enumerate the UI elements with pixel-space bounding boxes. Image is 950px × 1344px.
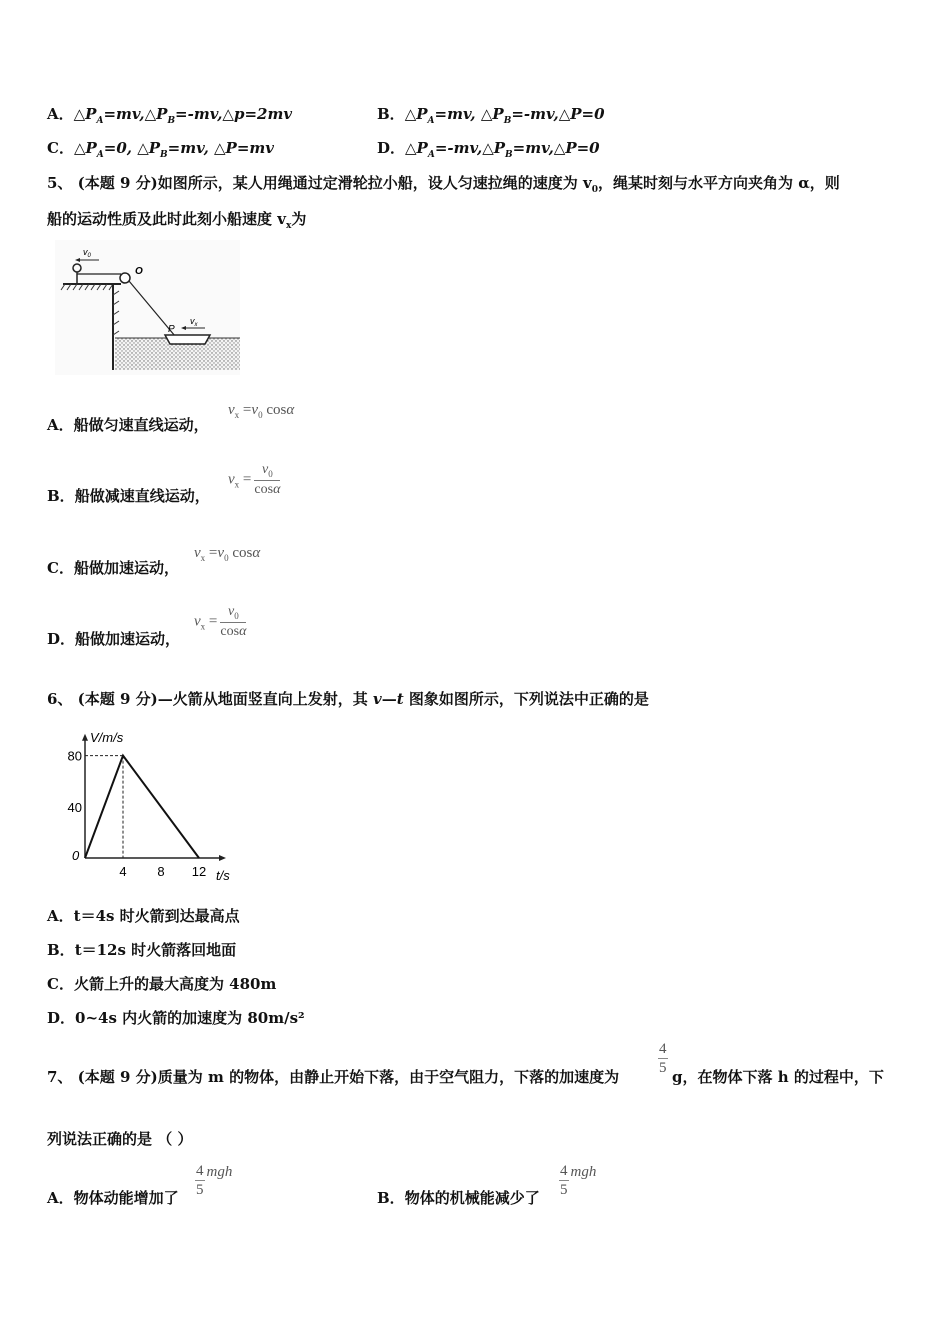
q5-option-b-formula: $v_x$ = $\frac{v_0}{\cos\alpha}$ xyxy=(228,462,281,497)
q6-option-a: A．t＝4s 时火箭到达最高点 xyxy=(47,907,240,925)
q7-option-b: B．物体的机械能减少了 xyxy=(377,1189,540,1207)
velocity-time-chart xyxy=(55,722,240,887)
x-axis-arrow xyxy=(219,855,226,861)
x-tick-label: 8 xyxy=(157,864,165,879)
q5-option-c-formula: $v_x =v_0$ cosα xyxy=(194,545,261,563)
q4-option-c xyxy=(47,137,274,160)
option-text: $\triangle P_A=mv$, $\triangle P_B=-mv,\triangle P=0$ xyxy=(404,105,605,126)
q6-option-b: B．t＝12s 时火箭落回地面 xyxy=(47,941,237,959)
q7-option-b-formula: $\frac{4}{5}$ mgh xyxy=(560,1163,597,1198)
q6-option-c: C．火箭上升的最大高度为 480m xyxy=(47,975,277,993)
question-header: (本题 9 分) xyxy=(77,1068,158,1086)
q7-stem-line1-end: g，在物体下落 h 的过程中，下 xyxy=(672,1068,884,1086)
q5-stem-line2: 船的运动性质及此时此刻小船速度 $v_x$为 xyxy=(47,210,307,231)
question-number: 7、 xyxy=(47,1068,73,1086)
y-tick-label: 80 xyxy=(67,748,82,764)
q5-option-d-formula: $v_x$ = $\frac{v_0}{\cos\alpha}$ xyxy=(194,604,247,639)
q4-option-b xyxy=(377,103,605,126)
option-label: A． xyxy=(47,105,74,123)
question-number: 6、 xyxy=(47,690,73,708)
option-text: $\triangle P_A=-mv,\triangle P_B=mv,\triangle P=0$ xyxy=(405,139,600,160)
option-label: D． xyxy=(377,139,406,157)
q5-option-b: B．船做减速直线运动， xyxy=(47,487,210,505)
vx-label: $v_x$ xyxy=(190,316,198,328)
q4-option-d xyxy=(377,137,600,160)
option-text: $\triangle P_A=0$, $\triangle P_B=mv$, △P=mv xyxy=(73,139,274,160)
question-header: (本题 9 分) xyxy=(77,690,158,708)
q6-option-d: D．0~4s 内火箭的加速度为 80m/s² xyxy=(47,1009,305,1027)
o-label: O xyxy=(135,266,143,277)
question-number: 5、 xyxy=(47,174,73,192)
question-header: (本题 9 分) xyxy=(77,174,158,192)
q5-option-c: C．船做加速运动， xyxy=(47,559,179,577)
x-axis-label: t/s xyxy=(216,868,230,883)
q4-option-a xyxy=(47,103,292,126)
x-tick-label: 12 xyxy=(191,864,207,879)
pulley-icon xyxy=(120,273,130,283)
q7-fraction: $\frac{4}{5}$ xyxy=(659,1041,667,1076)
q5-option-a-formula: $v_x =v_0$ cosα xyxy=(228,402,295,420)
q5-stem-line1: 5、 (本题 9 分)如图所示，某人用绳通过定滑轮拉小船，设人匀速拉绳的速度为 $v_0$，绳某时刻与水平方向夹角为 α，则 xyxy=(47,174,840,195)
v0-label: $v_0$ xyxy=(83,247,91,259)
y-axis-arrow xyxy=(82,734,88,741)
p-label: P xyxy=(168,324,175,335)
x-tick-label: 4 xyxy=(119,864,127,879)
q7-option-a-formula: $\frac{4}{5}$ mgh xyxy=(196,1163,233,1198)
origin-label: 0 xyxy=(72,848,80,863)
q6-stem: 6、 (本题 9 分)—火箭从地面竖直向上发射，其 v—t 图象如图所示，下列说法中正确的是 xyxy=(47,690,649,708)
series-line xyxy=(85,756,199,858)
q7-stem-line1: 7、 (本题 9 分)质量为 m 的物体，由静止开始下落，由于空气阻力，下落的加速度为 xyxy=(47,1068,620,1086)
option-label: C． xyxy=(47,139,74,157)
q5-option-d: D．船做加速运动， xyxy=(47,630,181,648)
option-label: B． xyxy=(377,105,405,123)
y-tick-label: 40 xyxy=(67,799,82,815)
y-axis-label: V/m/s xyxy=(90,729,124,745)
boat-icon xyxy=(165,335,210,344)
option-text: $\triangle P_A=mv,\triangle P_B=-mv,\triangle p=2mv$ xyxy=(73,105,293,126)
q7-stem-line2: 列说法正确的是 （ ） xyxy=(47,1130,193,1148)
pulley-boat-figure xyxy=(55,240,240,375)
q5-option-a: A．船做匀速直线运动， xyxy=(47,416,209,434)
q7-option-a: A．物体动能增加了 xyxy=(47,1189,179,1207)
